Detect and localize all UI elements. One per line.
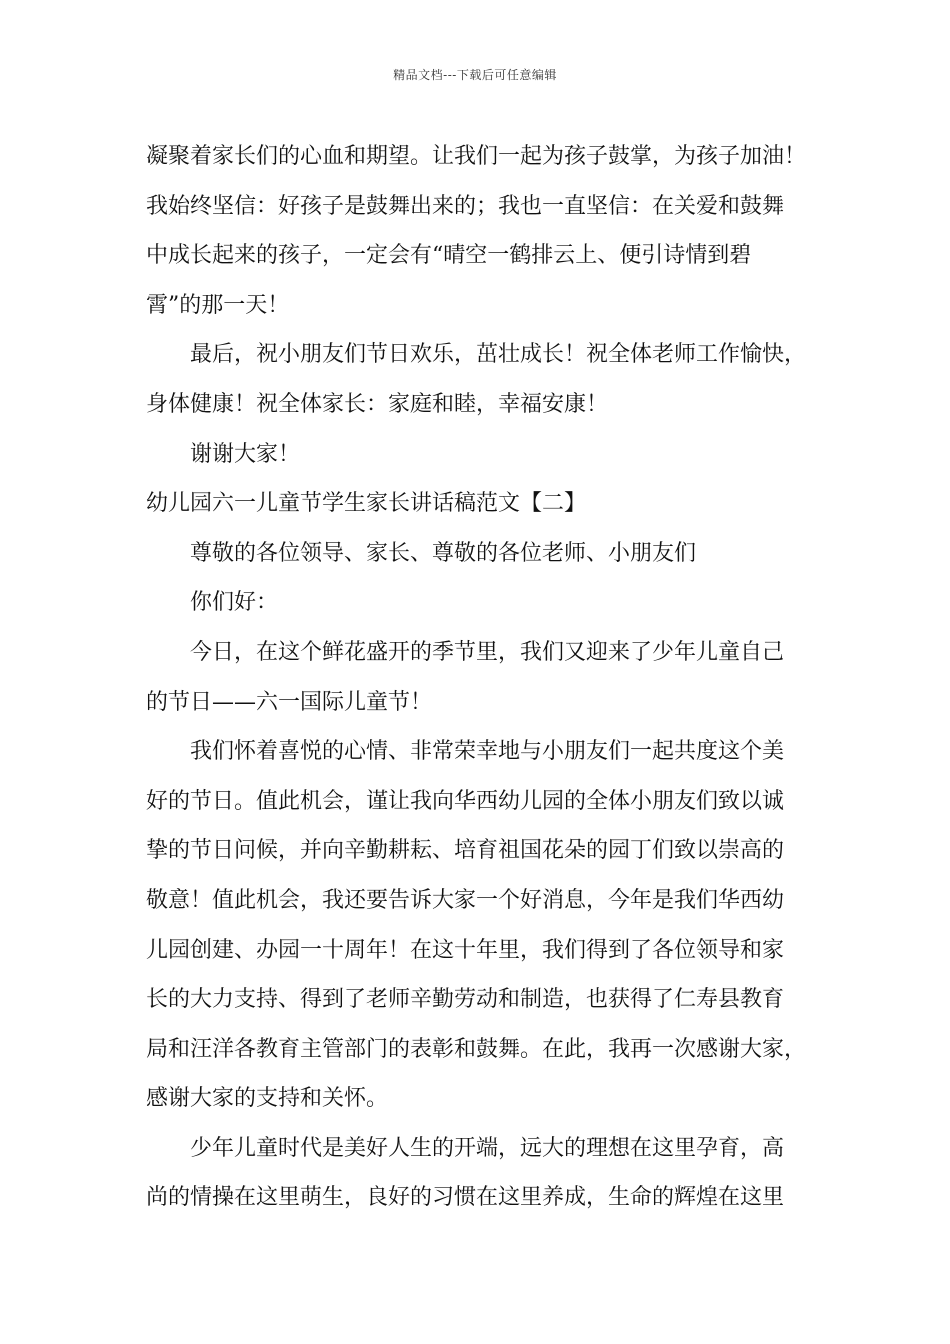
page-header: 精品文档---下载后可任意编辑 bbox=[393, 68, 557, 82]
text-line: 最后，祝小朋友们节日欢乐，茁壮成长！祝全体老师工作愉快， bbox=[190, 342, 807, 368]
text-line: 的节日——六一国际儿童节！ bbox=[146, 689, 433, 715]
text-line: 好的节日。值此机会，谨让我向华西幼儿园的全体小朋友们致以诚 bbox=[146, 788, 785, 814]
text-line: 凝聚着家长们的心血和期望。让我们一起为孩子鼓掌，为孩子加油！ bbox=[146, 144, 807, 169]
text-line: 你们好： bbox=[190, 590, 279, 616]
text-line: 霄”的那一天！ bbox=[146, 292, 290, 318]
text-line: 中成长起来的孩子，一定会有“晴空一鹤排云上、便引诗情到碧 bbox=[146, 243, 752, 269]
text-line: 幼儿园六一儿童节学生家长讲话稿范文【二】 bbox=[146, 491, 587, 517]
text-line: 感谢大家的支持和关怀。 bbox=[146, 1086, 389, 1112]
text-line: 挚的节日问候，并向辛勤耕耘、培育祖国花朵的园丁们致以崇高的 bbox=[146, 838, 785, 864]
text-line: 我们怀着喜悦的心情、非常荣幸地与小朋友们一起共度这个美 bbox=[190, 739, 785, 765]
text-line: 少年儿童时代是美好人生的开端，远大的理想在这里孕育，高 bbox=[190, 1135, 785, 1161]
text-line: 儿园创建、办园一十周年！在这十年里，我们得到了各位领导和家 bbox=[146, 937, 785, 963]
text-line: 敬意！值此机会，我还要告诉大家一个好消息，今年是我们华西幼 bbox=[146, 887, 785, 913]
text-line: 长的大力支持、得到了老师辛勤劳动和制造，也获得了仁寿县教育 bbox=[146, 987, 785, 1013]
text-line: 我始终坚信：好孩子是鼓舞出来的；我也一直坚信：在关爱和鼓舞 bbox=[146, 193, 785, 219]
document-body bbox=[146, 132, 810, 1223]
text-line: 谢谢大家！ bbox=[190, 441, 301, 467]
text-line: 局和汪洋各教育主管部门的表彰和鼓舞。在此，我再一次感谢大家， bbox=[146, 1036, 807, 1062]
text-line: 尚的情操在这里萌生，良好的习惯在这里养成，生命的辉煌在这里 bbox=[146, 1185, 785, 1211]
text-line: 今日，在这个鲜花盛开的季节里，我们又迎来了少年儿童自己 bbox=[190, 639, 785, 665]
text-line: 尊敬的各位领导、家长、尊敬的各位老师、小朋友们 bbox=[190, 540, 697, 566]
text-line: 身体健康！祝全体家长：家庭和睦，幸福安康！ bbox=[146, 391, 609, 417]
